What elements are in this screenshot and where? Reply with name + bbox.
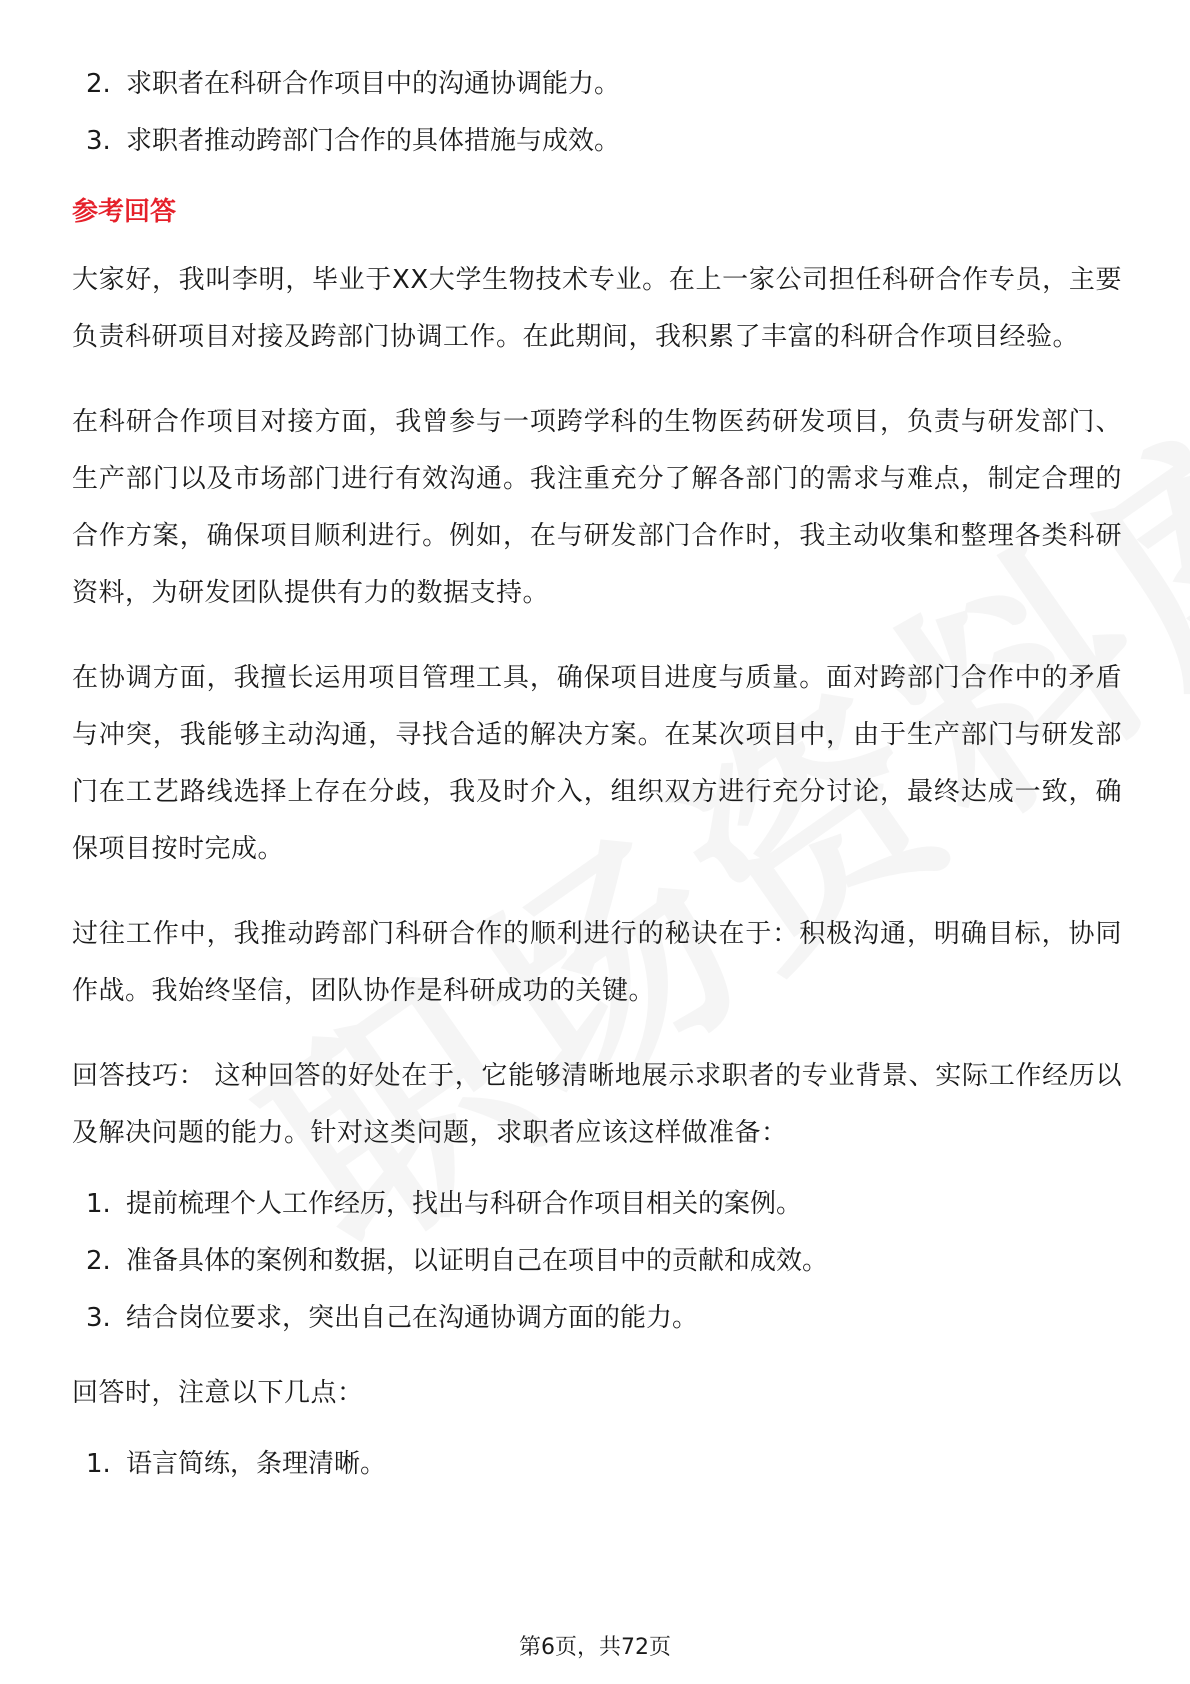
list-number: 2.: [86, 1246, 111, 1276]
list-number: 1.: [86, 1189, 111, 1219]
list-text: 求职者推动跨部门合作的具体措施与成效。: [126, 126, 621, 156]
answer-heading: 参考回答: [72, 197, 177, 227]
criteria-list: [72, 56, 1122, 170]
paragraph: 在科研合作项目对接方面，我曾参与一项跨学科的生物医药研发项目，负责与研发部门、生产部门以及市场部门进行有效沟通。我注重充分了解各部门的需求与难点，制定合理的合作方案，确保项目顺利进行。例如，在与研发部门合作时，我主动收集和整理各类科研资料，为研发团队提供有力的数据支持。: [72, 407, 1122, 608]
list-text: 语言简练，条理清晰。: [126, 1449, 387, 1479]
list-item: [72, 1290, 1122, 1347]
page-content: [72, 56, 1122, 1493]
list-text: 准备具体的案例和数据，以证明自己在项目中的贡献和成效。: [126, 1246, 829, 1276]
list-item: [72, 1436, 1122, 1493]
list-number: 2.: [86, 69, 111, 99]
tips-list: [72, 1176, 1122, 1347]
paragraph: 回答技巧： 这种回答的好处在于，它能够清晰地展示求职者的专业背景、实际工作经历以及解决问题的能力。针对这类问题，求职者应该这样做准备：: [72, 1061, 1122, 1148]
page-footer: 第6页，共72页: [519, 1635, 671, 1660]
list-item: [72, 113, 1122, 170]
notes-intro: 回答时，注意以下几点：: [72, 1378, 364, 1408]
list-text: 求职者在科研合作项目中的沟通协调能力。: [126, 69, 621, 99]
list-item: [72, 1176, 1122, 1233]
notes-list: [72, 1436, 1122, 1493]
paragraph: 在协调方面，我擅长运用项目管理工具，确保项目进度与质量。面对跨部门合作中的矛盾与冲突，我能够主动沟通，寻找合适的解决方案。在某次项目中，由于生产部门与研发部门在工艺路线选择上存在分歧，我及时介入，组织双方进行充分讨论，最终达成一致，确保项目按时完成。: [72, 663, 1122, 864]
list-item: [72, 1233, 1122, 1290]
list-number: 3.: [86, 126, 111, 156]
list-item: [72, 56, 1122, 113]
paragraph: 过往工作中，我推动跨部门科研合作的顺利进行的秘诀在于：积极沟通，明确目标，协同作战。我始终坚信，团队协作是科研成功的关键。: [72, 919, 1122, 1006]
paragraph: 大家好，我叫李明，毕业于XX大学生物技术专业。在上一家公司担任科研合作专员，主要负责科研项目对接及跨部门协调工作。在此期间，我积累了丰富的科研合作项目经验。: [72, 265, 1122, 352]
list-text: 提前梳理个人工作经历，找出与科研合作项目相关的案例。: [126, 1189, 803, 1219]
list-number: 1.: [86, 1449, 111, 1479]
list-text: 结合岗位要求，突出自己在沟通协调方面的能力。: [126, 1303, 699, 1333]
list-number: 3.: [86, 1303, 111, 1333]
